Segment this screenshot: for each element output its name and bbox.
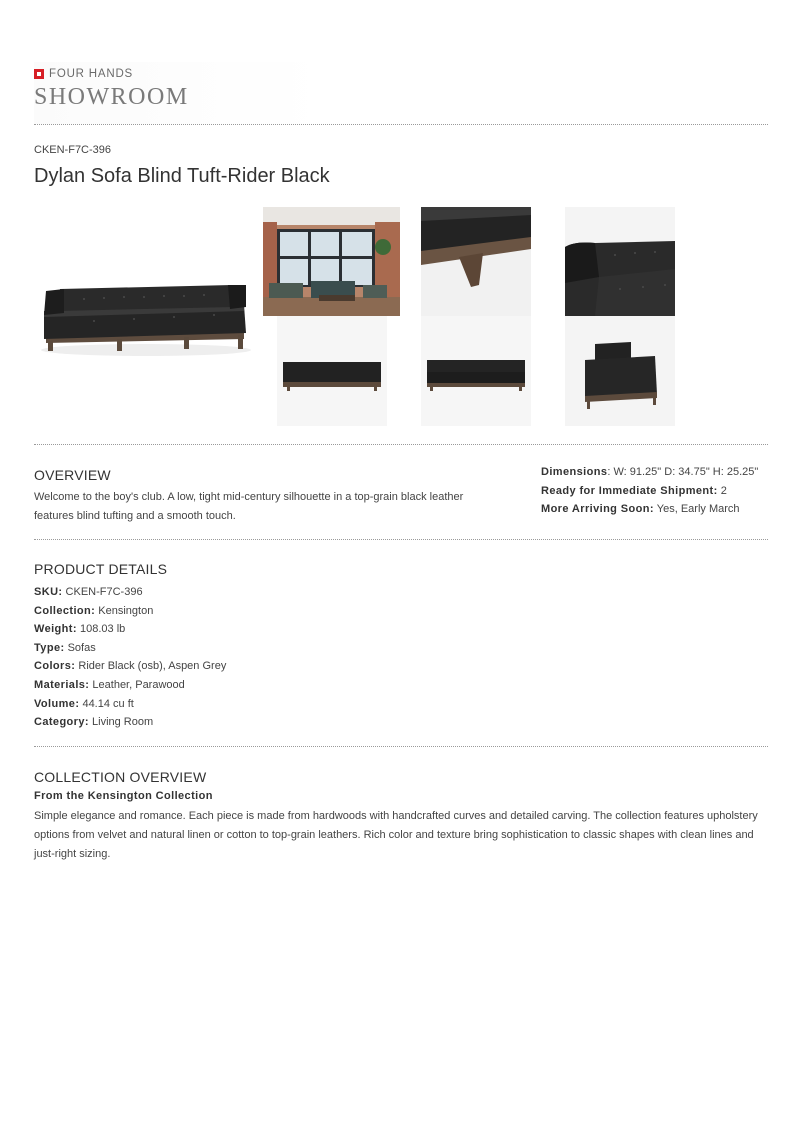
ready-row — [541, 482, 771, 501]
detail-value: Living Room — [88, 716, 154, 729]
detail-row — [34, 602, 226, 621]
detail-value: Leather, Parawood — [89, 678, 185, 691]
detail-value: 108.03 lb — [76, 623, 126, 636]
detail-row — [34, 639, 226, 658]
overview-heading: OVERVIEW — [34, 467, 111, 483]
detail-label: Type: — [34, 641, 65, 654]
sofa-side-view-photo — [565, 316, 675, 426]
detail-row — [34, 657, 226, 676]
arriving-row — [541, 500, 771, 519]
sofa-front-view-photo — [421, 316, 531, 426]
divider — [34, 746, 768, 747]
sofa-main-photo — [34, 207, 256, 427]
detail-label: SKU: — [34, 586, 63, 598]
ready-value: 2 — [717, 484, 727, 497]
header — [34, 62, 768, 124]
arriving-value: Yes, Early March — [653, 503, 740, 515]
product-details-list — [34, 583, 226, 732]
detail-value: Rider Black (osb), Aspen Grey — [75, 660, 227, 673]
detail-value: 44.14 cu ft — [79, 697, 134, 710]
sofa-lifestyle-photo — [263, 207, 400, 316]
detail-label: Colors: — [34, 660, 76, 673]
product-title: Dylan Sofa Blind Tuft-Rider Black — [34, 165, 330, 187]
collection-text: Simple elegance and romance. Each piece is made from hardwoods with handcrafted curves and detailed carving. The collection features upholstery options from velvet and natural linen or cotton to top-grain leathers. Rich color and texture bring sophistication to classic shapes with clean lines and just-right sizing. — [34, 810, 758, 860]
dimensions-value: : W: 91.25" D: 34.75" H: 25.25" — [607, 466, 759, 478]
sofa-leg-detail-photo — [421, 207, 531, 316]
brand-logo — [34, 68, 133, 80]
divider — [34, 124, 768, 125]
arriving-label: More Arriving Soon: — [541, 503, 654, 515]
brand-subtitle: SHOWROOM — [34, 84, 189, 110]
detail-label: Materials: — [34, 678, 90, 691]
spec-summary — [541, 463, 771, 519]
overview-text: Welcome to the boy's club. A low, tight mid-century silhouette in a top-grain black leather features blind tufting and a smooth touch. — [34, 491, 464, 522]
detail-label: Weight: — [34, 623, 77, 636]
brand-name: FOUR HANDS — [49, 68, 134, 80]
divider — [34, 539, 768, 540]
detail-row — [34, 676, 226, 695]
detail-value: Sofas — [64, 641, 96, 654]
detail-value: CKEN-F7C-396 — [62, 586, 143, 598]
detail-row — [34, 713, 226, 732]
detail-label: Category: — [34, 716, 89, 729]
sofa-back-view-photo — [277, 316, 387, 426]
detail-row — [34, 620, 226, 639]
dimensions-label: Dimensions — [541, 466, 608, 478]
product-details-heading: PRODUCT DETAILS — [34, 561, 168, 577]
collection-heading: COLLECTION OVERVIEW — [34, 769, 207, 785]
detail-row — [34, 695, 226, 714]
sofa-arm-detail-photo — [565, 207, 675, 316]
divider — [34, 444, 768, 445]
detail-label: Collection: — [34, 604, 96, 617]
collection-subheading: From the Kensington Collection — [34, 790, 213, 802]
detail-row — [34, 583, 226, 602]
dimensions-row — [541, 463, 771, 482]
brand-square-icon — [34, 69, 44, 79]
product-sku-code: CKEN-F7C-396 — [34, 144, 112, 156]
detail-label: Volume: — [34, 697, 80, 710]
detail-value: Kensington — [95, 604, 154, 617]
ready-label: Ready for Immediate Shipment: — [541, 484, 718, 497]
